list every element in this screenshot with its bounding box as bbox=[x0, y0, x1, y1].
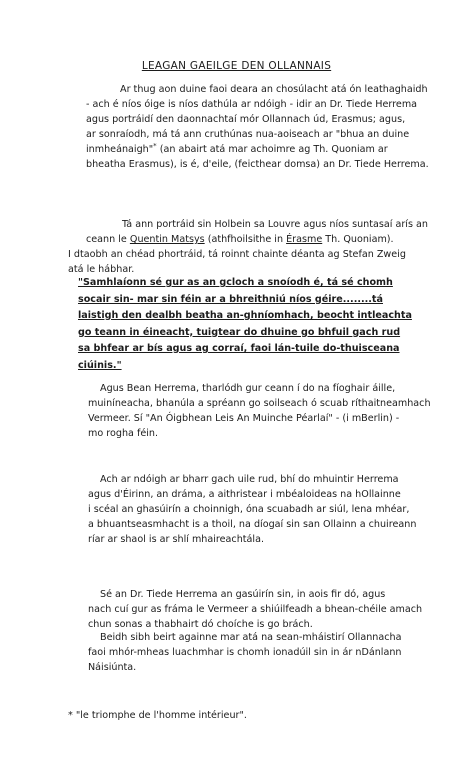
para1-line-5 bbox=[86, 142, 429, 157]
para4-line-3: i scéal an ghasúirín a choinnigh, óna scuabadh ar siúl, lena mhéar, bbox=[88, 504, 410, 515]
para2-line-3: I dtaobh an chéad phortráid, tá roinnt chainte déanta ag Stefan Zweig bbox=[68, 249, 406, 260]
para1-line-2: - ach é níos óige is níos dathúla ar ndóigh - idir an Dr. Tiede Herrema bbox=[86, 99, 418, 110]
quote-line-4: go teann in éineacht, tuigtear do dhuine go bhfuil gach rud bbox=[78, 326, 401, 338]
para1-line-6: bheatha Erasmus), is é, d'eile, (feicthear domsa) an Dr. Tiede Herrema. bbox=[86, 159, 429, 170]
para2-line-2a: ceann le bbox=[86, 234, 130, 245]
footnote-text: * "le triomphe de l'homme intérieur". bbox=[68, 710, 247, 721]
zweig-quote bbox=[78, 275, 412, 374]
para4-line-2: agus d'Éirinn, an dráma, a aithristear i mbéaloideas na hOllainne bbox=[88, 489, 401, 500]
para1-line-1: Ar thug aon duine faoi deara an chosúlacht atá ón leathaghaidh bbox=[120, 84, 428, 95]
para3-line-3: Vermeer. Sí "An Óigbhean Leis An Muinche Péarlaí" - (i mBerlin) - bbox=[88, 413, 400, 424]
para6-line-1: Beidh sibh beirt againne mar atá na sean-mháistirí Ollannacha bbox=[100, 632, 402, 643]
paragraph-6 bbox=[88, 630, 402, 675]
para2-line-2c: Th. Quoniam). bbox=[322, 234, 394, 245]
quote-line-1: "Samhlaíonn sé gur as an gcloch a snoíodh é, tá sé chomh bbox=[78, 277, 393, 288]
para3-line-1: Agus Bean Herrema, tharlódh gur ceann í do na fíoghair áille, bbox=[100, 383, 396, 394]
quote-line-3: laistigh den dealbh beatha an-ghníomhach, beocht intleachta bbox=[78, 310, 412, 321]
erasme-reference: Érasme bbox=[286, 234, 323, 245]
para4-line-5: ríar ar shaol is ar shlí mhaireachtála. bbox=[88, 534, 265, 545]
para1-line-3: agus portráidí den daonnachtaí mór Ollannach úd, Erasmus; agus, bbox=[86, 114, 406, 125]
para3-line-4: mo rogha féin. bbox=[88, 428, 159, 439]
document-title bbox=[0, 60, 473, 72]
quote-line-2: socair sin- mar sin féin ar a bhreithniú níos géire........tá bbox=[78, 293, 383, 305]
paragraph-5 bbox=[88, 587, 422, 632]
para3-line-2: muiníneacha, bhanúla a spréann go soilseach ó scuab ríthaitneamhach bbox=[88, 398, 431, 409]
title-text: LEAGAN GAEILGE DEN OLLANNAIS bbox=[141, 60, 332, 72]
para5-line-1: Sé an Dr. Tiede Herrema an gasúirín sin, in aois fir dó, agus bbox=[100, 589, 386, 600]
para1-line-5b: (an abairt atá mar achoimre ag Th. Quoniam ar bbox=[159, 144, 388, 155]
quentin-matsys-reference: Quentin Matsys bbox=[129, 234, 205, 245]
para2-line-1: Tá ann portráid sin Holbein sa Louvre agus níos suntasaí arís an bbox=[122, 219, 428, 230]
paragraph-1 bbox=[86, 82, 429, 172]
para2-line-2 bbox=[86, 232, 428, 247]
para4-line-1: Ach ar ndóigh ar bharr gach uile rud, bhí do mhuintir Herrema bbox=[100, 474, 399, 485]
para2-line-4: atá le hábhar. bbox=[68, 264, 135, 275]
footnote bbox=[68, 708, 247, 723]
para1-line-4: ar sonraíodh, má tá ann cruthúnas nua-aoiseach ar "bhua an duine bbox=[86, 129, 410, 140]
quote-line-6: ciúinis." bbox=[78, 359, 122, 371]
para5-line-2: nach cuí gur as fráma le Vermeer a shiúilfeadh a bhean-chéile amach bbox=[88, 604, 423, 615]
para6-line-2: faoi mhór-mheas luachmhar is chomh ionadúil sin in ár nDánlann bbox=[88, 647, 402, 658]
paragraph-3 bbox=[88, 381, 431, 441]
paragraph-4 bbox=[88, 472, 416, 547]
paragraph-2 bbox=[68, 217, 428, 277]
para6-line-3: Náisiúnta. bbox=[88, 662, 137, 673]
para1-line-5a: inmheánaigh" bbox=[86, 144, 154, 155]
para2-line-2b: (athfhoilsithe in bbox=[204, 234, 287, 245]
footnote-marker: * bbox=[153, 142, 157, 150]
para4-line-4: a bhuantseasmhacht is a thoil, na díogaí sin san Ollainn a chuireann bbox=[88, 519, 417, 530]
para5-line-3: chun sonas a thabhairt dó choíche is go brách. bbox=[88, 619, 313, 630]
quote-line-5: sa bhfear ar bís agus ag corraí, faoi lán-tuile do-thuisceana bbox=[78, 343, 400, 354]
